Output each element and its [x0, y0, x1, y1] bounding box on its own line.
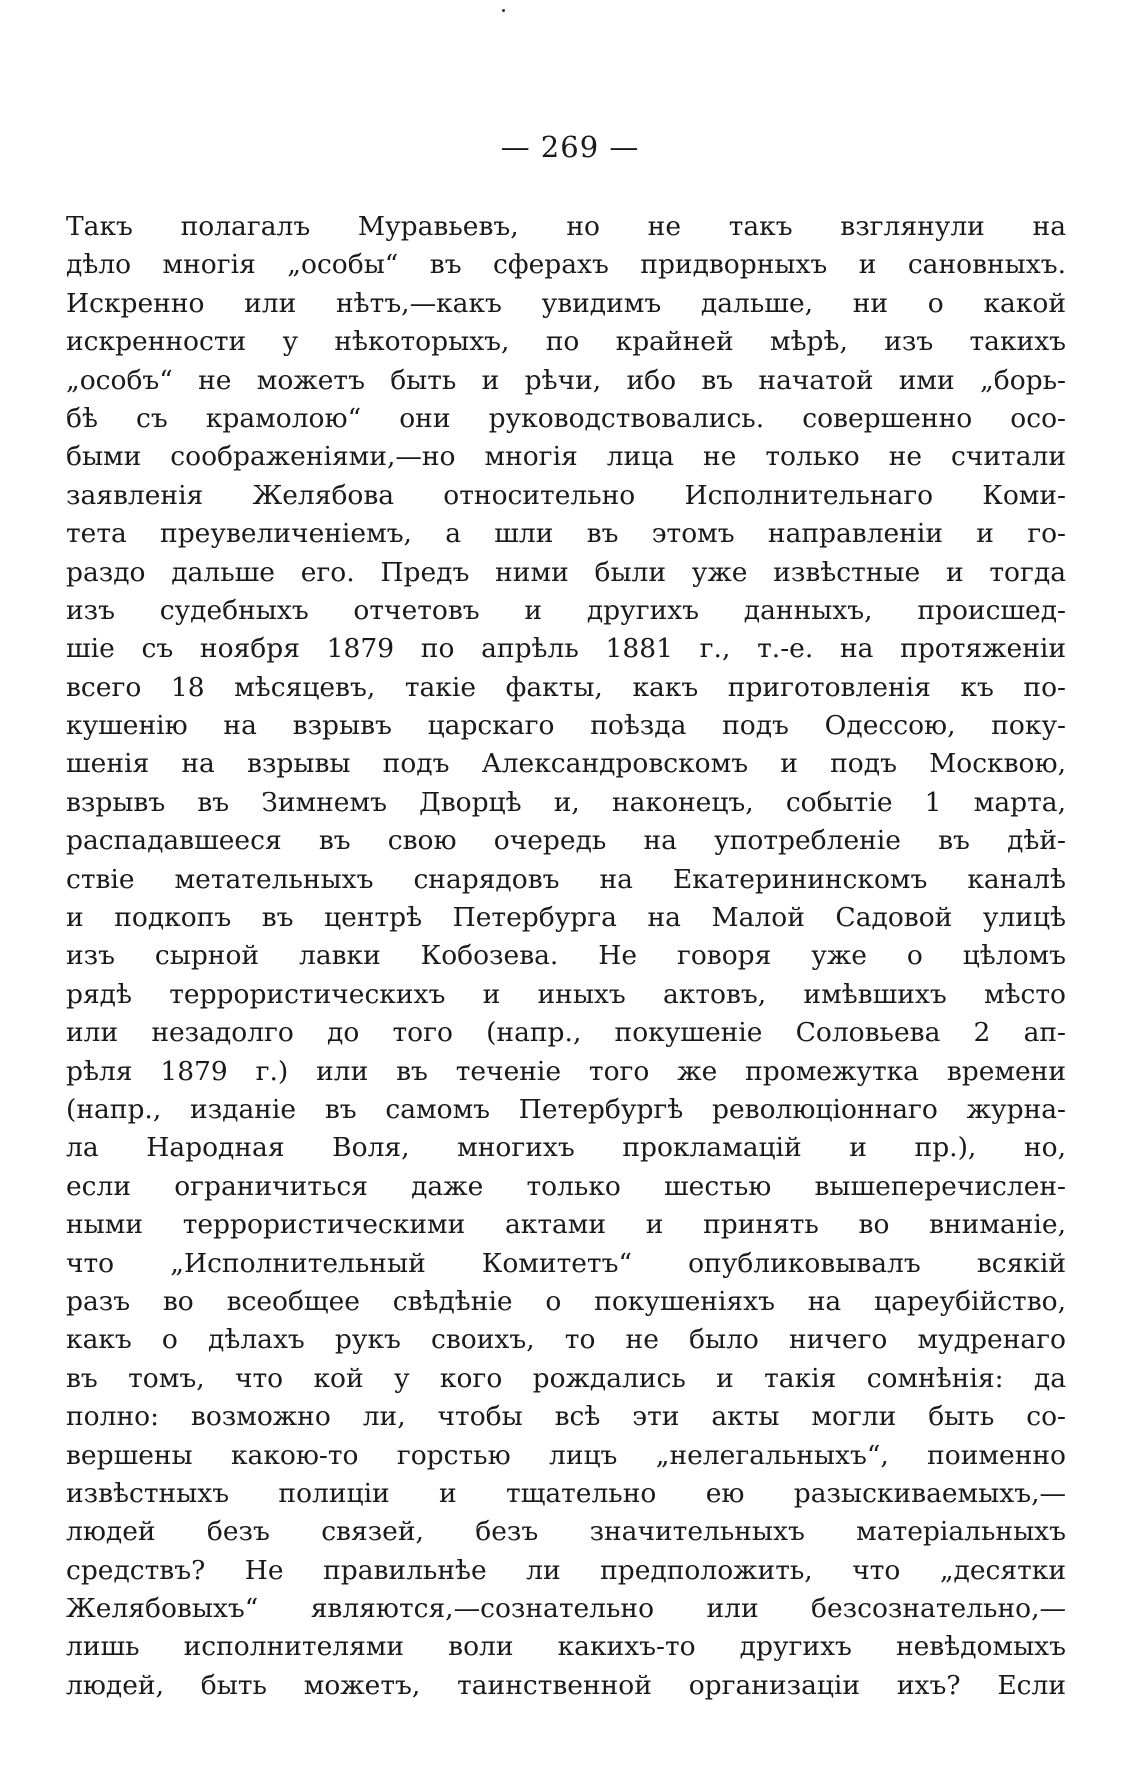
text-line-20: изъ сырной лавки Кобозева. Не говоря уже о цѣломъ	[66, 940, 1066, 972]
text-line-7: быми соображеніями,—но многія лица не только не считали	[66, 441, 1066, 473]
text-line-25: ла Народная Воля, многихъ прокламацій и пр.), но,	[66, 1132, 1066, 1164]
text-line-2: дѣло многія „особы“ въ сферахъ придворныхъ и сановныхъ.	[66, 249, 1066, 281]
text-line-21: рядѣ террористическихъ и иныхъ актовъ, имѣвшихъ мѣсто	[66, 978, 1066, 1010]
text-line-26: если ограничиться даже только шестью вышеперечислен-	[66, 1170, 1066, 1202]
text-line-5: „особъ“ не можетъ быть и рѣчи, ибо въ начатой ими „борь-	[66, 364, 1066, 396]
text-line-8: заявленія Желябова относительно Исполнительнаго Коми-	[66, 479, 1066, 511]
text-line-28: что „Исполнительный Комитетъ“ опубликовывалъ всякій	[66, 1247, 1066, 1279]
text-line-38: лишь исполнителями воли какихъ-то другихъ невѣдомыхъ	[66, 1631, 1066, 1663]
body-text	[66, 208, 1066, 1705]
text-line-24: (напр., изданіе въ самомъ Петербургѣ революціоннаго журна-	[66, 1093, 1066, 1125]
text-line-19: и подкопъ въ центрѣ Петербурга на Малой Садовой улицѣ	[66, 902, 1066, 934]
text-line-13: всего 18 мѣсяцевъ, такіе факты, какъ приготовленія къ по-	[66, 671, 1066, 703]
text-line-27: ными террористическими актами и принять во вниманіе,	[66, 1209, 1066, 1241]
text-line-30: какъ о дѣлахъ рукъ своихъ, то не было ничего мудренаго	[66, 1324, 1066, 1356]
page-number: — 269 —	[500, 130, 640, 164]
text-line-34: извѣстныхъ полиціи и тщательно ею разыскиваемыхъ,—	[66, 1477, 1066, 1509]
text-line-17: распадавшееся въ свою очередь на употребленіе въ дѣй-	[66, 825, 1066, 857]
text-line-1: Такъ полагалъ Муравьевъ, но не такъ взглянули на	[66, 211, 1066, 242]
text-line-9: тета преувеличеніемъ, а шли въ этомъ направленіи и го-	[66, 518, 1066, 550]
text-line-33: вершены какою-то горстью лицъ „нелегальныхъ“, поименно	[66, 1439, 1066, 1471]
text-line-32: полно: возможно ли, чтобы всѣ эти акты могли быть со-	[66, 1401, 1066, 1433]
text-line-12: шіе съ ноября 1879 по апрѣль 1881 г., т.-е. на протяженіи	[66, 633, 1066, 665]
text-line-6: бѣ съ крамолою“ они руководствовались. совершенно осо-	[66, 402, 1066, 434]
text-line-18: ствіе метательныхъ снарядовъ на Екатерининскомъ каналѣ	[66, 863, 1066, 895]
text-line-39: людей, быть можетъ, таинственной организаціи ихъ? Если	[66, 1669, 1066, 1701]
text-line-31: въ томъ, что кой у кого рождались и такія сомнѣнія: да	[66, 1362, 1066, 1394]
text-line-35: людей безъ связей, безъ значительныхъ матеріальныхъ	[66, 1516, 1066, 1548]
text-line-14: кушенію на взрывъ царскаго поѣзда подъ Одессою, поку-	[66, 710, 1066, 742]
text-line-15: шенія на взрывы подъ Александровскомъ и подъ Москвою,	[66, 748, 1066, 780]
text-line-29: разъ во всеобщее свѣдѣніе о покушеніяхъ на цареубійство,	[66, 1285, 1066, 1317]
text-line-16: взрывъ въ Зимнемъ Дворцѣ и, наконецъ, событіе 1 марта,	[66, 786, 1066, 818]
text-line-36: средствъ? Не правильнѣе ли предположить, что „десятки	[66, 1554, 1066, 1586]
text-line-4: искренности у нѣкоторыхъ, по крайней мѣрѣ, изъ такихъ	[66, 326, 1066, 358]
text-line-22: или незадолго до того (напр., покушеніе Соловьева 2 ап-	[66, 1017, 1066, 1049]
text-line-10: раздо дальше его. Предъ ними были уже извѣстные и тогда	[66, 556, 1066, 588]
text-line-37: Желябовыхъ“ являются,—сознательно или безсознательно,—	[66, 1593, 1066, 1625]
text-line-3: Искренно или нѣтъ,—какъ увидимъ дальше, ни о какой	[66, 287, 1066, 319]
text-line-11: изъ судебныхъ отчетовъ и другихъ данныхъ, происшед-	[66, 594, 1066, 626]
print-speck	[502, 9, 505, 12]
text-line-23: рѣля 1879 г.) или въ теченіе того же промежутка времени	[66, 1055, 1066, 1087]
